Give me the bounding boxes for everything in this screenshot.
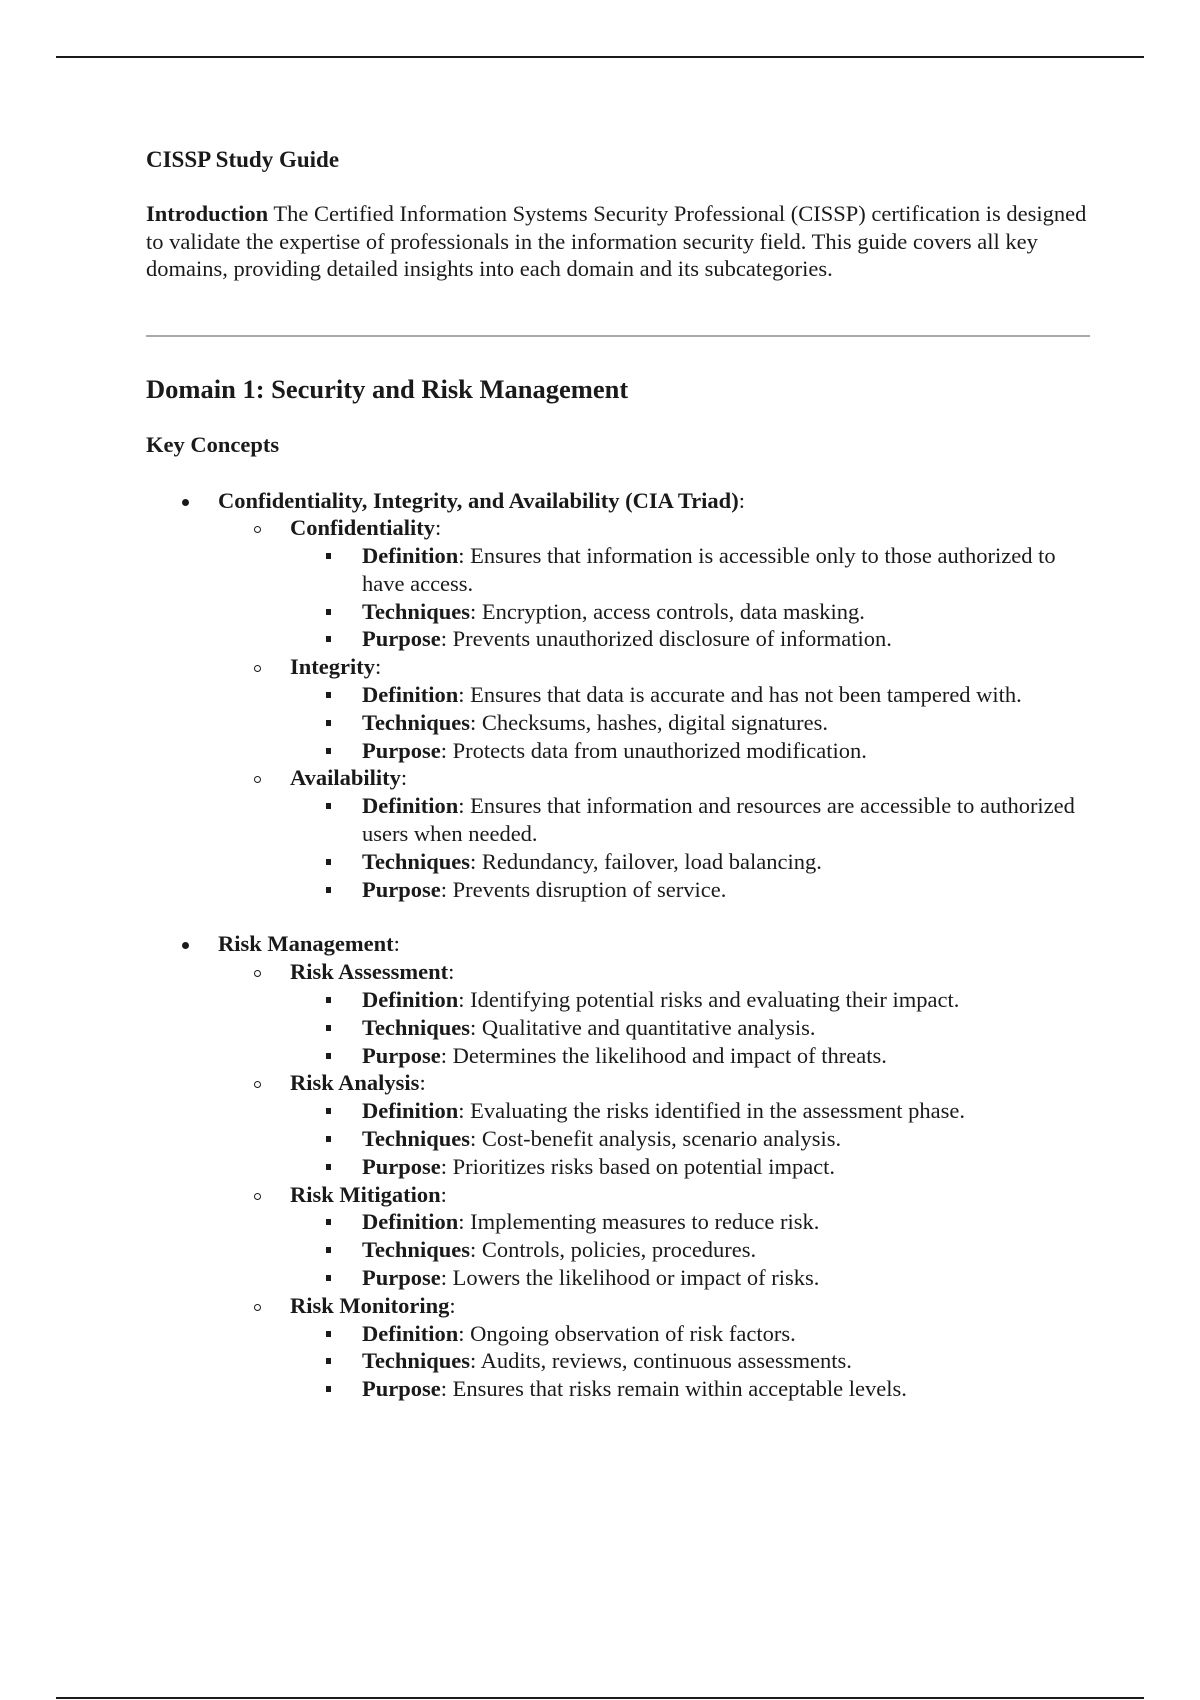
detail-term: Techniques xyxy=(362,709,470,735)
detail-text: : Controls, policies, procedures. xyxy=(469,1237,757,1263)
circle-bullet-icon xyxy=(254,1304,261,1311)
detail-item xyxy=(290,598,1096,626)
detail-term: Purpose xyxy=(362,1153,441,1179)
detail-text: : Prevents unauthorized disclosure of information. xyxy=(440,626,892,652)
introduction-label: Introduction xyxy=(146,201,269,226)
detail-item xyxy=(290,792,1096,848)
square-bullet-icon xyxy=(326,609,331,615)
detail-term: Purpose xyxy=(362,626,441,652)
detail-text: : Ongoing observation of risk factors. xyxy=(458,1320,796,1346)
detail-list xyxy=(290,792,1096,903)
concept-list xyxy=(146,487,1096,1404)
detail-text: : Prioritizes risks based on potential impact. xyxy=(440,1153,836,1179)
square-bullet-icon xyxy=(326,1386,331,1392)
square-bullet-icon xyxy=(326,1025,331,1031)
detail-text: : Determines the likelihood and impact of threats. xyxy=(440,1042,887,1068)
detail-list xyxy=(290,986,1096,1069)
detail-list xyxy=(290,1208,1096,1291)
detail-item xyxy=(290,848,1096,876)
detail-item xyxy=(290,625,1096,653)
detail-term: Definition xyxy=(362,1098,459,1124)
document-body xyxy=(146,143,1096,1403)
square-bullet-icon xyxy=(326,1331,331,1337)
detail-term: Techniques xyxy=(362,1237,470,1263)
circle-bullet-icon xyxy=(254,665,261,672)
detail-list xyxy=(290,1097,1096,1180)
square-bullet-icon xyxy=(326,1247,331,1253)
concept-item-cia-triad: Confidentiality, Integrity, and Availability (CIA Triad): Confidentiality: Definition: Ensures that information is accessible only to those authorized to have access. Techniques: Encryption, access controls, data masking. Purpose: Prevents unauthorized disclosure of information. Integrity: Definition: Ensures that data is accurate and has not been tampered with. Techniques: Checksums, hashes, digital signatures. Purpose: Protects data from unauthorized modification. Availability: Definition: Ensures that information and resources are accessible to authorized users when needed. Techniques: Redundancy, failover, load balancing. Purpose: Prevents disruption of service. xyxy=(146,487,1096,904)
square-bullet-icon xyxy=(326,859,331,865)
sub-concept-label: Availability xyxy=(290,765,401,791)
detail-term: Techniques xyxy=(362,1348,470,1374)
sub-concept-list xyxy=(218,958,1096,1403)
square-bullet-icon xyxy=(326,720,331,726)
square-bullet-icon xyxy=(326,997,331,1003)
detail-item xyxy=(290,1042,1096,1070)
circle-bullet-icon xyxy=(254,526,261,533)
detail-term: Purpose xyxy=(362,876,441,902)
detail-item xyxy=(290,709,1096,737)
domain-heading: Domain 1: Security and Risk Management xyxy=(146,373,629,404)
detail-item xyxy=(290,681,1096,709)
detail-term: Definition xyxy=(362,1209,459,1235)
introduction-paragraph xyxy=(146,200,1096,283)
introduction-text: The Certified Information Systems Security Professional (CISSP) certification is designed to validate the expertise of professionals in the information security field. This guide covers all key domains, providing detailed insights into each domain and its subcategories. xyxy=(146,201,1087,281)
detail-term: Definition xyxy=(362,793,459,819)
detail-item xyxy=(290,1347,1096,1375)
detail-item xyxy=(290,1320,1096,1348)
circle-bullet-icon xyxy=(254,970,261,977)
detail-term: Purpose xyxy=(362,737,441,763)
detail-item xyxy=(290,1208,1096,1236)
detail-term: Purpose xyxy=(362,1265,441,1291)
page-top-rule xyxy=(56,56,1144,58)
detail-item xyxy=(290,1264,1096,1292)
detail-text: : Evaluating the risks identified in the assessment phase. xyxy=(458,1098,966,1124)
detail-text: : Checksums, hashes, digital signatures. xyxy=(469,709,829,735)
detail-text: : Lowers the likelihood or impact of risks. xyxy=(440,1265,820,1291)
concept-label: Risk Management xyxy=(218,931,394,957)
square-bullet-icon xyxy=(326,1053,331,1059)
detail-text: : Protects data from unauthorized modification. xyxy=(440,737,867,763)
square-bullet-icon xyxy=(326,553,331,559)
detail-item xyxy=(290,1153,1096,1181)
detail-text: : Identifying potential risks and evaluating their impact. xyxy=(458,987,960,1013)
detail-item xyxy=(290,1014,1096,1042)
detail-text: : Redundancy, failover, load balancing. xyxy=(469,848,822,874)
detail-text: : Implementing measures to reduce risk. xyxy=(458,1209,820,1235)
detail-term: Definition xyxy=(362,987,459,1013)
detail-term: Definition xyxy=(362,1320,459,1346)
detail-text: : Cost-benefit analysis, scenario analysis. xyxy=(469,1126,842,1152)
detail-list xyxy=(290,1320,1096,1403)
detail-item xyxy=(290,1236,1096,1264)
sub-concept-risk-analysis: Risk Analysis: Definition: Evaluating the risks identified in the assessment phase. Techniques: Cost-benefit analysis, scenario analysis. Purpose: Prioritizes risks based on potential impact. xyxy=(218,1069,1096,1180)
detail-item xyxy=(290,1097,1096,1125)
disc-bullet-icon xyxy=(182,942,189,949)
square-bullet-icon xyxy=(326,1219,331,1225)
concept-item-risk-management: Risk Management: Risk Assessment: Definition: Identifying potential risks and evaluating their impact. Techniques: Qualitative and quantitative analysis. Purpose: Determines the likelihood and impact of threats. Risk Analysis: Definition: Evaluating the risks identified in the assessment phase. Techniques: Cost-benefit analysis, scenario analysis. Purpose: Prioritizes risks based on potential impact. Risk Mitigation: Definition: Implementing measures to reduce risk. Techniques: Controls, policies, procedures. Purpose: Lowers the likelihood or impact of risks. Risk Monitoring: Definition: Ongoing observation of risk factors. Techniques: Audits, reviews, continuous assessments. Purpose: Ensures that risks remain within acceptable levels. xyxy=(146,930,1096,1403)
sub-concept-label: Integrity xyxy=(290,654,375,680)
detail-term: Techniques xyxy=(362,1014,470,1040)
detail-text: : Ensures that information and resources are accessible to authorized users when needed. xyxy=(362,793,1075,847)
sub-concept-label: Risk Mitigation xyxy=(290,1181,441,1207)
section-divider xyxy=(146,335,1090,337)
square-bullet-icon xyxy=(326,692,331,698)
sub-concept-label: Risk Analysis xyxy=(290,1070,420,1096)
concept-label: Confidentiality, Integrity, and Availability (CIA Triad) xyxy=(218,487,739,513)
detail-term: Techniques xyxy=(362,1126,470,1152)
detail-item xyxy=(290,986,1096,1014)
detail-text: : Ensures that data is accurate and has not been tampered with. xyxy=(458,682,1022,708)
circle-bullet-icon xyxy=(254,776,261,783)
detail-item xyxy=(290,737,1096,765)
key-concepts-heading: Key Concepts xyxy=(146,431,280,457)
document-title: CISSP Study Guide xyxy=(146,147,340,172)
square-bullet-icon xyxy=(326,1164,331,1170)
detail-list xyxy=(290,681,1096,764)
detail-text: : Encryption, access controls, data masking. xyxy=(469,598,865,624)
detail-text: : Prevents disruption of service. xyxy=(440,876,727,902)
square-bullet-icon xyxy=(326,887,331,893)
detail-text: : Ensures that information is accessible only to those authorized to have access. xyxy=(362,543,1056,596)
sub-concept-label: Risk Assessment xyxy=(290,959,449,985)
square-bullet-icon xyxy=(326,1136,331,1142)
square-bullet-icon xyxy=(326,1108,331,1114)
detail-term: Techniques xyxy=(362,598,470,624)
page-bottom-rule xyxy=(56,1697,1144,1699)
circle-bullet-icon xyxy=(254,1193,261,1200)
detail-item xyxy=(290,1125,1096,1153)
sub-concept-label: Risk Monitoring xyxy=(290,1292,450,1318)
detail-list xyxy=(290,542,1096,653)
sub-concept-confidentiality: Confidentiality: Definition: Ensures that information is accessible only to those authorized to have access. Techniques: Encryption, access controls, data masking. Purpose: Prevents unauthorized disclosure of information. xyxy=(218,514,1096,653)
sub-concept-risk-monitoring: Risk Monitoring: Definition: Ongoing observation of risk factors. Techniques: Audits, reviews, continuous assessments. Purpose: Ensures that risks remain within acceptable levels. xyxy=(218,1292,1096,1403)
square-bullet-icon xyxy=(326,1358,331,1364)
circle-bullet-icon xyxy=(254,1081,261,1088)
square-bullet-icon xyxy=(326,636,331,642)
detail-text: : Audits, reviews, continuous assessments. xyxy=(469,1348,852,1374)
disc-bullet-icon xyxy=(182,499,189,506)
sub-concept-list xyxy=(218,514,1096,903)
sub-concept-label: Confidentiality xyxy=(290,515,436,541)
detail-term: Purpose xyxy=(362,1042,441,1068)
square-bullet-icon xyxy=(326,1275,331,1281)
detail-term: Definition xyxy=(362,543,459,569)
detail-item xyxy=(290,1375,1096,1403)
detail-term: Definition xyxy=(362,682,459,708)
sub-concept-integrity: Integrity: Definition: Ensures that data is accurate and has not been tampered with. Techniques: Checksums, hashes, digital signatures. Purpose: Protects data from unauthorized modification. xyxy=(218,653,1096,764)
detail-term: Techniques xyxy=(362,848,470,874)
detail-item xyxy=(290,542,1096,598)
square-bullet-icon xyxy=(326,803,331,809)
detail-term: Purpose xyxy=(362,1376,441,1402)
detail-item xyxy=(290,876,1096,904)
sub-concept-risk-assessment: Risk Assessment: Definition: Identifying potential risks and evaluating their impact. Techniques: Qualitative and quantitative analysis. Purpose: Determines the likelihood and impact of threats. xyxy=(218,958,1096,1069)
sub-concept-availability: Availability: Definition: Ensures that information and resources are accessible to authorized users when needed. Techniques: Redundancy, failover, load balancing. Purpose: Prevents disruption of service. xyxy=(218,764,1096,903)
square-bullet-icon xyxy=(326,748,331,754)
detail-text: : Ensures that risks remain within acceptable levels. xyxy=(440,1376,907,1402)
detail-text: : Qualitative and quantitative analysis. xyxy=(469,1014,816,1040)
sub-concept-risk-mitigation: Risk Mitigation: Definition: Implementing measures to reduce risk. Techniques: Controls, policies, procedures. Purpose: Lowers the likelihood or impact of risks. xyxy=(218,1181,1096,1292)
